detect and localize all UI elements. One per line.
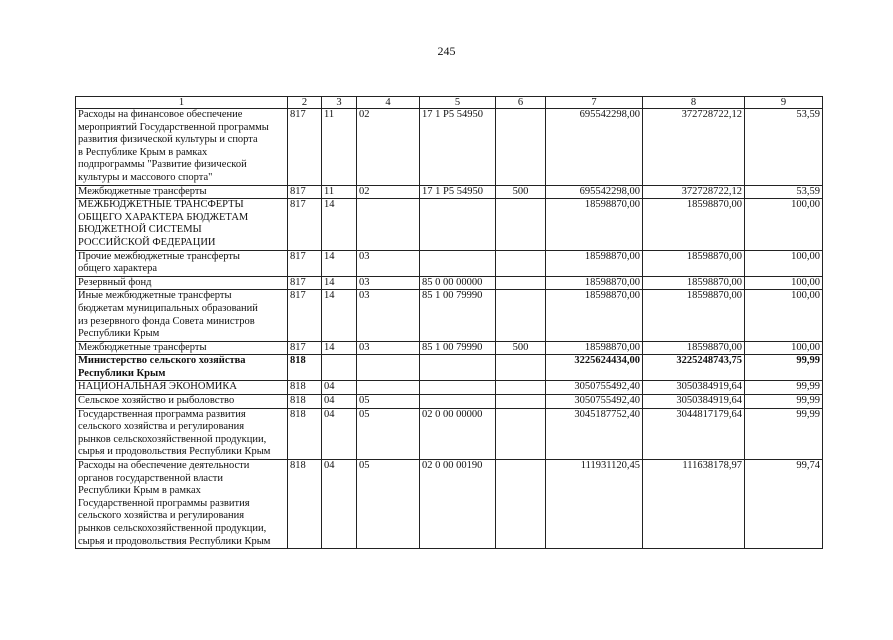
planned-amount: 18598870,00	[546, 276, 643, 290]
execution-percent: 100,00	[745, 341, 823, 355]
expense-type-code	[496, 109, 546, 186]
grbs-code: 818	[288, 355, 322, 381]
grbs-code: 817	[288, 199, 322, 250]
target-article-code	[420, 395, 496, 409]
section-code: 14	[322, 341, 357, 355]
target-article-code: 85 1 00 79990	[420, 341, 496, 355]
section-code: 04	[322, 381, 357, 395]
executed-amount: 18598870,00	[643, 276, 745, 290]
planned-amount: 18598870,00	[546, 250, 643, 276]
table-row	[76, 109, 823, 186]
subsection-code: 03	[357, 341, 420, 355]
executed-amount: 372728722,12	[643, 185, 745, 199]
item-name: Прочие межбюджетные трансферты общего характера	[76, 250, 288, 276]
item-name: МЕЖБЮДЖЕТНЫЕ ТРАНСФЕРТЫ ОБЩЕГО ХАРАКТЕРА БЮДЖЕТАМ БЮДЖЕТНОЙ СИСТЕМЫ РОССИЙСКОЙ ФЕДЕРАЦИИ	[76, 199, 288, 250]
expense-type-code	[496, 395, 546, 409]
page-number: 245	[437, 44, 456, 58]
section-code: 04	[322, 395, 357, 409]
target-article-code	[420, 199, 496, 250]
grbs-code: 818	[288, 460, 322, 549]
item-name: Межбюджетные трансферты	[76, 341, 288, 355]
target-article-code	[420, 381, 496, 395]
table-row	[76, 408, 823, 459]
item-name: Государственная программа развития сельского хозяйства и регулирования рынков сельскохозяйственной продукции, сырья и продовольствия Республики Крым	[76, 408, 288, 459]
subsection-code: 05	[357, 408, 420, 459]
planned-amount: 695542298,00	[546, 185, 643, 199]
expense-type-code	[496, 276, 546, 290]
item-name: Межбюджетные трансферты	[76, 185, 288, 199]
table-body	[76, 109, 823, 549]
target-article-code	[420, 250, 496, 276]
grbs-code: 817	[288, 276, 322, 290]
planned-amount: 695542298,00	[546, 109, 643, 186]
target-article-code: 85 0 00 00000	[420, 276, 496, 290]
executed-amount: 18598870,00	[643, 290, 745, 341]
execution-percent: 99,99	[745, 395, 823, 409]
budget-table	[75, 96, 823, 549]
section-code: 14	[322, 199, 357, 250]
section-code: 14	[322, 276, 357, 290]
expense-type-code: 500	[496, 341, 546, 355]
table-row	[76, 395, 823, 409]
planned-amount: 3050755492,40	[546, 395, 643, 409]
section-code: 14	[322, 250, 357, 276]
target-article-code	[420, 355, 496, 381]
executed-amount: 372728722,12	[643, 109, 745, 186]
executed-amount: 3044817179,64	[643, 408, 745, 459]
subsection-code: 02	[357, 109, 420, 186]
expense-type-code	[496, 381, 546, 395]
executed-amount: 18598870,00	[643, 250, 745, 276]
subsection-code: 03	[357, 290, 420, 341]
grbs-code: 817	[288, 341, 322, 355]
section-code	[322, 355, 357, 381]
execution-percent: 100,00	[745, 276, 823, 290]
column-header: 3	[322, 97, 357, 109]
subsection-code: 03	[357, 250, 420, 276]
column-header: 1	[76, 97, 288, 109]
section-code: 14	[322, 290, 357, 341]
executed-amount: 111638178,97	[643, 460, 745, 549]
item-name: Расходы на финансовое обеспечение мероприятий Государственной программы развития физической культуры и спорта в Республике Крым в рамках подпрограммы "Развитие физической культуры и массового спорта"	[76, 109, 288, 186]
section-code: 11	[322, 185, 357, 199]
planned-amount: 3050755492,40	[546, 381, 643, 395]
target-article-code: 02 0 00 00190	[420, 460, 496, 549]
table-row	[76, 276, 823, 290]
grbs-code: 818	[288, 395, 322, 409]
expense-type-code	[496, 199, 546, 250]
section-code: 04	[322, 460, 357, 549]
section-code: 11	[322, 109, 357, 186]
expense-type-code	[496, 460, 546, 549]
table-row	[76, 250, 823, 276]
execution-percent: 99,74	[745, 460, 823, 549]
planned-amount: 18598870,00	[546, 290, 643, 341]
grbs-code: 817	[288, 109, 322, 186]
planned-amount: 18598870,00	[546, 341, 643, 355]
table-row	[76, 199, 823, 250]
table-row	[76, 355, 823, 381]
grbs-code: 817	[288, 290, 322, 341]
target-article-code: 85 1 00 79990	[420, 290, 496, 341]
subsection-code: 03	[357, 276, 420, 290]
execution-percent: 99,99	[745, 381, 823, 395]
executed-amount: 3225248743,75	[643, 355, 745, 381]
planned-amount: 18598870,00	[546, 199, 643, 250]
grbs-code: 817	[288, 250, 322, 276]
target-article-code: 17 1 P5 54950	[420, 185, 496, 199]
column-header: 2	[288, 97, 322, 109]
grbs-code: 818	[288, 408, 322, 459]
execution-percent: 100,00	[745, 250, 823, 276]
execution-percent: 99,99	[745, 408, 823, 459]
execution-percent: 99,99	[745, 355, 823, 381]
subsection-code	[357, 355, 420, 381]
executed-amount: 18598870,00	[643, 199, 745, 250]
column-header: 8	[643, 97, 745, 109]
table-row	[76, 460, 823, 549]
expense-type-code	[496, 250, 546, 276]
planned-amount: 111931120,45	[546, 460, 643, 549]
execution-percent: 100,00	[745, 199, 823, 250]
execution-percent: 100,00	[745, 290, 823, 341]
subsection-code: 05	[357, 460, 420, 549]
column-header: 9	[745, 97, 823, 109]
executed-amount: 3050384919,64	[643, 381, 745, 395]
item-name: Министерство сельского хозяйства Республики Крым	[76, 355, 288, 381]
execution-percent: 53,59	[745, 185, 823, 199]
item-name: Иные межбюджетные трансферты бюджетам муниципальных образований из резервного фонда Совета министров Республики Крым	[76, 290, 288, 341]
planned-amount: 3225624434,00	[546, 355, 643, 381]
executed-amount: 3050384919,64	[643, 395, 745, 409]
item-name: Расходы на обеспечение деятельности органов государственной власти Республики Крым в рамках Государственной программы развития сельского хозяйства и регулирования рынков сельскохозяйственной продукции, сырья и продовольствия Республики Крым	[76, 460, 288, 549]
section-code: 04	[322, 408, 357, 459]
execution-percent: 53,59	[745, 109, 823, 186]
column-header: 6	[496, 97, 546, 109]
table-row	[76, 185, 823, 199]
column-header: 5	[420, 97, 496, 109]
item-name: Резервный фонд	[76, 276, 288, 290]
item-name: Сельское хозяйство и рыболовство	[76, 395, 288, 409]
subsection-code: 05	[357, 395, 420, 409]
column-number-row	[76, 97, 823, 109]
target-article-code: 17 1 P5 54950	[420, 109, 496, 186]
executed-amount: 18598870,00	[643, 341, 745, 355]
target-article-code: 02 0 00 00000	[420, 408, 496, 459]
table-row	[76, 381, 823, 395]
table-row	[76, 341, 823, 355]
column-header: 7	[546, 97, 643, 109]
column-header: 4	[357, 97, 420, 109]
expense-type-code	[496, 290, 546, 341]
planned-amount: 3045187752,40	[546, 408, 643, 459]
grbs-code: 818	[288, 381, 322, 395]
subsection-code	[357, 381, 420, 395]
expense-type-code: 500	[496, 185, 546, 199]
expense-type-code	[496, 355, 546, 381]
subsection-code: 02	[357, 185, 420, 199]
expense-type-code	[496, 408, 546, 459]
grbs-code: 817	[288, 185, 322, 199]
table-row	[76, 290, 823, 341]
item-name: НАЦИОНАЛЬНАЯ ЭКОНОМИКА	[76, 381, 288, 395]
subsection-code	[357, 199, 420, 250]
